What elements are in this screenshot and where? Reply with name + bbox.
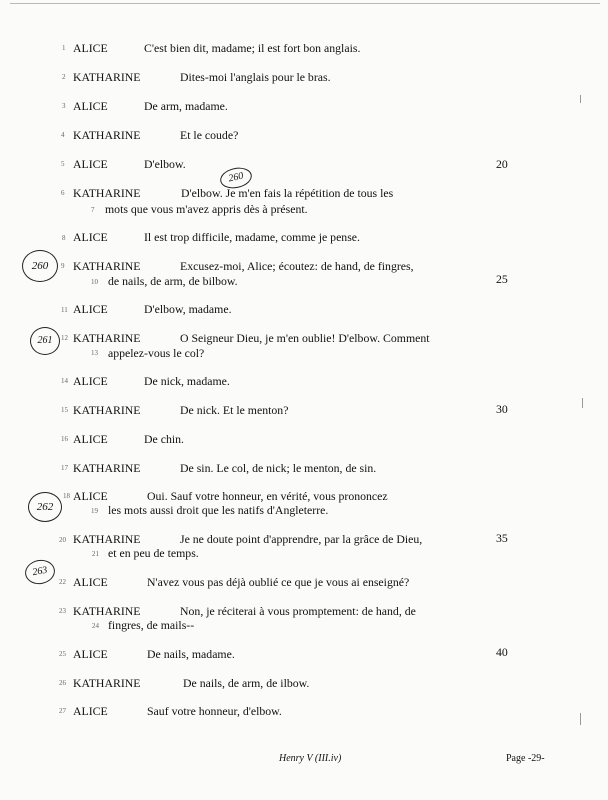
speech-number: 22 <box>59 578 66 586</box>
speech-number: 8 <box>62 234 66 242</box>
line-number: 30 <box>496 402 508 416</box>
speech-text: De nails, de arm, de ilbow. <box>183 676 310 690</box>
footer-title: Henry V (III.iv) <box>279 753 342 764</box>
speech-number: 24 <box>92 622 99 630</box>
speaker-name: KATHARINE <box>73 532 141 546</box>
speech-text: Je ne doute point d'apprendre, par la grâce de Dieu, <box>180 532 423 546</box>
speaker-name: ALICE <box>73 157 108 171</box>
speech-text: Non, je réciterai à vous promptement: de hand, de <box>180 604 416 618</box>
speech-number: 26 <box>59 679 66 687</box>
speech-text: De nails, madame. <box>147 647 235 661</box>
speaker-name: ALICE <box>73 704 108 718</box>
speech-text: Et le coude? <box>180 128 239 142</box>
speaker-name: KATHARINE <box>73 70 141 84</box>
speech-number: 16 <box>61 435 68 443</box>
speech-text: les mots aussi droit que les natifs d'Angleterre. <box>108 503 329 517</box>
speech-text: De nick, madame. <box>144 374 230 388</box>
speech-number: 21 <box>92 550 99 558</box>
speech-text: D'elbow. <box>144 157 186 171</box>
speaker-name: ALICE <box>73 432 108 446</box>
speaker-name: KATHARINE <box>73 331 141 345</box>
handwritten-annotation-circle: 262 <box>28 492 62 522</box>
speech-text: De nick. Et le menton? <box>180 403 289 417</box>
handwritten-annotation-circle: 263 <box>23 558 57 587</box>
line-number: 40 <box>496 645 508 659</box>
speaker-name: ALICE <box>73 99 108 113</box>
line-number: 20 <box>496 157 508 171</box>
speaker-name: ALICE <box>73 302 108 316</box>
speech-number: 3 <box>62 102 66 110</box>
speech-number: 23 <box>59 607 66 615</box>
margin-mark <box>582 398 583 408</box>
speech-text: De sin. Le col, de nick; le menton, de sin. <box>180 461 377 475</box>
speech-text: Oui. Sauf votre honneur, en vérité, vous prononcez <box>147 489 388 503</box>
speech-text: de nails, de arm, de bilbow. <box>108 274 238 288</box>
handwritten-annotation-circle: 261 <box>30 327 60 355</box>
speech-number: 18 <box>63 492 70 500</box>
speech-text: O Seigneur Dieu, je m'en oublie! D'elbow. Comment <box>180 331 430 345</box>
speech-text: C'est bien dit, madame; il est fort bon anglais. <box>144 41 361 55</box>
speech-number: 2 <box>62 73 66 81</box>
speaker-name: KATHARINE <box>73 186 141 200</box>
speech-text: appelez-vous le col? <box>108 346 205 360</box>
speaker-name: KATHARINE <box>73 461 141 475</box>
speech-text: De arm, madame. <box>144 99 228 113</box>
speech-number: 25 <box>59 650 66 658</box>
speech-number: 27 <box>59 707 66 715</box>
speech-text: Il est trop difficile, madame, comme je pense. <box>144 230 360 244</box>
speech-text: Sauf votre honneur, d'elbow. <box>147 704 282 718</box>
speech-number: 10 <box>91 278 98 286</box>
speaker-name: ALICE <box>73 230 108 244</box>
speech-number: 20 <box>59 536 66 544</box>
handwritten-annotation-circle: 260 <box>218 165 253 191</box>
speech-text: D'elbow, madame. <box>144 302 232 316</box>
margin-mark <box>580 95 581 103</box>
speech-number: 12 <box>61 334 68 342</box>
speaker-name: KATHARINE <box>73 403 141 417</box>
speech-text: De chin. <box>144 432 184 446</box>
speech-text: D'elbow. Je m'en fais la répétition de tous les <box>181 186 394 200</box>
speech-number: 5 <box>61 160 65 168</box>
handwritten-annotation-circle: 260 <box>22 250 58 282</box>
speech-number: 4 <box>61 131 65 139</box>
speaker-name: ALICE <box>73 575 108 589</box>
speaker-name: KATHARINE <box>73 676 141 690</box>
line-number: 35 <box>496 531 508 545</box>
speech-number: 11 <box>61 306 68 314</box>
top-rule <box>10 3 600 4</box>
page-number: Page -29- <box>506 753 545 764</box>
speech-number: 17 <box>61 464 68 472</box>
speech-number: 13 <box>91 349 98 357</box>
speech-text: fingres, de mails-- <box>108 618 195 632</box>
speech-text: mots que vous m'avez appris dès à présent. <box>105 202 308 216</box>
speaker-name: ALICE <box>73 41 108 55</box>
speech-number: 7 <box>91 206 95 214</box>
speaker-name: KATHARINE <box>73 604 141 618</box>
speaker-name: KATHARINE <box>73 259 141 273</box>
line-number: 25 <box>496 272 508 286</box>
margin-mark <box>580 713 581 725</box>
speech-text: Dites-moi l'anglais pour le bras. <box>180 70 331 84</box>
speech-number: 19 <box>91 507 98 515</box>
speaker-name: KATHARINE <box>73 128 141 142</box>
speech-number: 9 <box>61 262 65 270</box>
speech-text: et en peu de temps. <box>108 546 199 560</box>
speech-text: Excusez-moi, Alice; écoutez: de hand, de fingres, <box>180 259 414 273</box>
speech-number: 1 <box>62 44 66 52</box>
speaker-name: ALICE <box>73 374 108 388</box>
speech-number: 14 <box>61 377 68 385</box>
speech-number: 15 <box>61 406 68 414</box>
speech-text: N'avez vous pas déjà oublié ce que je vous ai enseigné? <box>147 575 410 589</box>
speaker-name: ALICE <box>73 647 108 661</box>
speech-number: 6 <box>61 189 65 197</box>
speaker-name: ALICE <box>73 489 108 503</box>
